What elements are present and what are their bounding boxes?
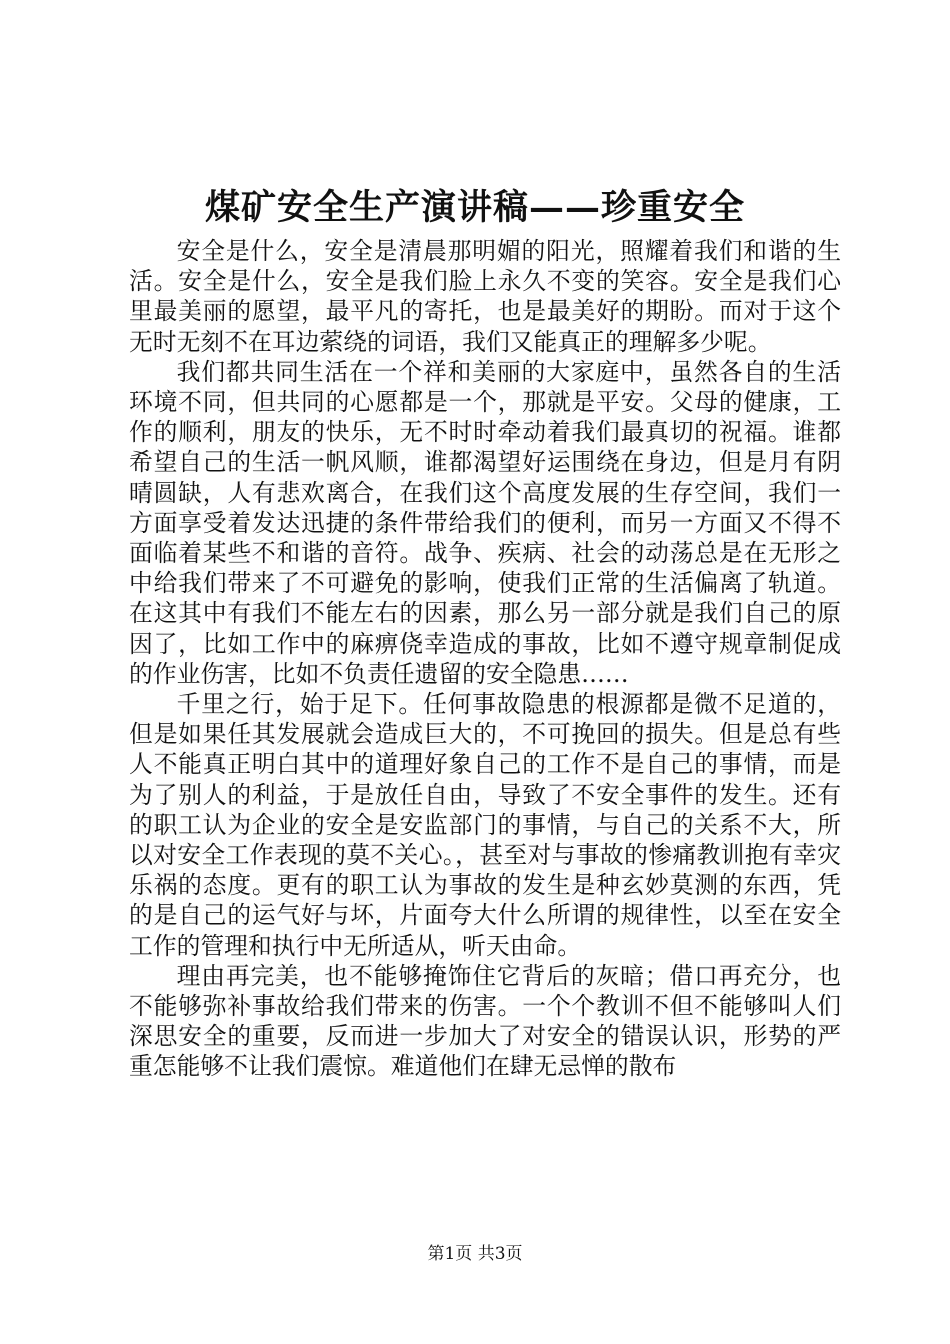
paragraph: 理由再完美，也不能够掩饰住它背后的灰暗；借口再充分，也不能够弥补事故给我们带来的伤害。一个个教训不但不能够叫人们深思安全的重要，反而进一步加大了对安全的错误认识，形势的严重怎能够不让我们震惊。难道他们在肆无忌惮的散布 <box>129 961 841 1081</box>
document-body <box>129 236 841 1082</box>
paragraph: 安全是什么，安全是清晨那明媚的阳光，照耀着我们和谐的生活。安全是什么，安全是我们脸上永久不变的笑容。安全是我们心里最美丽的愿望，最平凡的寄托，也是最美好的期盼。而对于这个无时无刻不在耳边萦绕的词语，我们又能真正的理解多少呢。 <box>129 237 841 356</box>
paragraph: 千里之行，始于足下。任何事故隐患的根源都是微不足道的，但是如果任其发展就会造成巨大的，不可挽回的损失。但是总有些人不能真正明白其中的道理好象自己的工作不是自己的事情，而是为了别人的利益，于是放任自由，导致了不安全事件的发生。还有的职工认为企业的安全是安监部门的事情，与自己的关系不大，所以对安全工作表现的莫不关心。，甚至对与事故的惨痛教训抱有幸灾乐祸的态度。更有的职工认为事故的发生是种玄妙莫测的东西，凭的是自己的运气好与坏，片面夸大什么所谓的规律性，以至在安全工作的管理和执行中无所适从，听天由命。 <box>129 690 841 960</box>
document-title: 煤矿安全生产演讲稿——珍重安全 <box>204 187 745 228</box>
page-number-footer: 第1页 共3页 <box>427 1244 523 1264</box>
paragraph: 我们都共同生活在一个祥和美丽的大家庭中，虽然各自的生活环境不同，但共同的心愿都是一个，那就是平安。父母的健康，工作的顺利，朋友的快乐，无不时时牵动着我们最真切的祝福。谁都希望自己的生活一帆风顺，谁都渴望好运围绕在身边，但是月有阴晴圆缺，人有悲欢离合，在我们这个高度发展的生存空间，我们一方面享受着发达迅捷的条件带给我们的便利，而另一方面又不得不面临着某些不和谐的音符。战争、疾病、社会的动荡总是在无形之中给我们带来了不可避免的影响，使我们正常的生活偏离了轨道。在这其中有我们不能左右的因素，那么另一部分就是我们自己的原因了，比如工作中的麻痹侥幸造成的事故，比如不遵守规章制促成的作业伤害，比如不负责任遗留的安全隐患…… <box>129 357 841 688</box>
